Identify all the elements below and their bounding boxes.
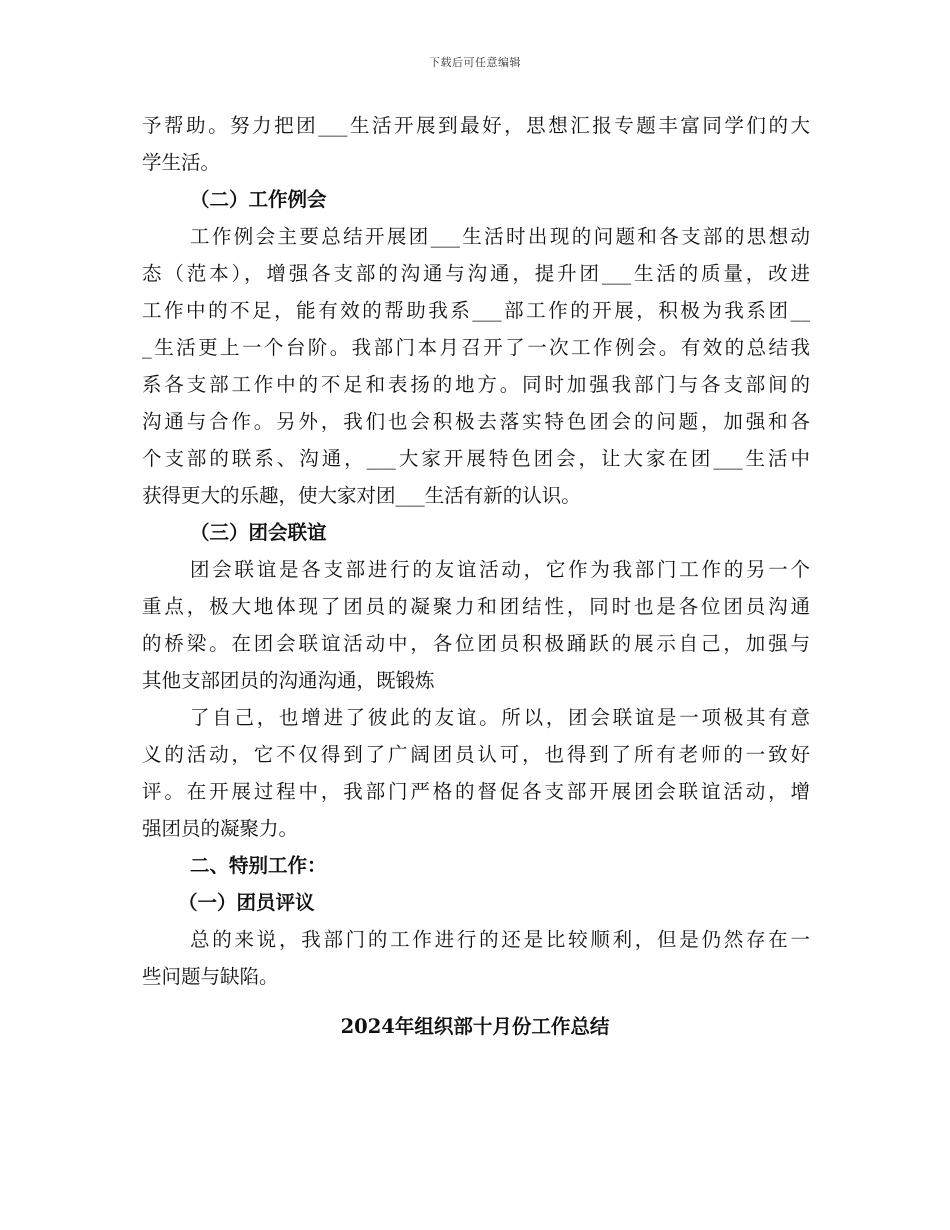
- paragraph-line: 总的来说，我部门的工作进行的还是比较顺利，但是仍然存在一: [190, 928, 810, 951]
- paragraph-line: 获得更大的乐趣，使大家对团___生活有新的认识。: [142, 484, 581, 507]
- paragraph-line: _生活更上一个台阶。我部门本月召开了一次工作例会。有效的总结我: [142, 336, 810, 359]
- section-heading-member-evaluation: （一）团员评议: [178, 891, 315, 914]
- paragraph-line: 态（范本），增强各支部的沟通与沟通，提升团___生活的质量，改进: [142, 262, 810, 285]
- paragraph-line: 了自己，也增进了彼此的友谊。所以，团会联谊是一项极其有意: [190, 706, 810, 729]
- paragraph-line: 义的活动，它不仅得到了广阔团员认可，也得到了所有老师的一致好: [142, 743, 810, 766]
- paragraph-line: 的桥梁。在团会联谊活动中，各位团员积极踊跃的展示自己，加强与: [142, 632, 810, 655]
- paragraph-line: 予帮助。努力把团___生活开展到最好，思想汇报专题丰富同学们的大: [142, 114, 810, 137]
- paragraph-line: 工作例会主要总结开展团___生活时出现的问题和各支部的思想动: [190, 225, 810, 248]
- paragraph-line: 工作中的不足，能有效的帮助我系___部工作的开展，积极为我系团__: [142, 299, 810, 322]
- paragraph-line: 团会联谊是各支部进行的友谊活动，它作为我部门工作的另一个: [190, 558, 810, 581]
- section-heading-league-fellowship: （三）团会联谊: [190, 521, 327, 544]
- paragraph-line: 强团员的凝聚力。: [142, 817, 299, 840]
- paragraph-line: 些问题与缺陷。: [142, 965, 279, 988]
- section-heading-work-meeting: （二）工作例会: [190, 188, 327, 211]
- paragraph-line: 评。在开展过程中，我部门严格的督促各支部开展团会联谊活动，增: [142, 780, 810, 803]
- paragraph-line: 系各支部工作中的不足和表扬的地方。同时加强我部门与各支部间的: [142, 373, 810, 396]
- part-heading-special-work: 二、特别工作：: [190, 854, 327, 877]
- paragraph-line: 沟通与合作。另外，我们也会积极去落实特色团会的问题，加强和各: [142, 410, 810, 433]
- document-body: [142, 107, 810, 995]
- next-document-title: 2024年组织部十月份工作总结: [340, 1015, 610, 1038]
- paragraph-line: 个支部的联系、沟通，___大家开展特色团会，让大家在团___生活中: [142, 447, 810, 470]
- page-header: 下载后可任意编辑: [429, 56, 521, 69]
- paragraph-line: 其他支部团员的沟通沟通，既锻炼: [142, 669, 435, 692]
- paragraph-line: 学生活。: [142, 151, 221, 174]
- paragraph-line: 重点，极大地体现了团员的凝聚力和团结性，同时也是各位团员沟通: [142, 595, 810, 618]
